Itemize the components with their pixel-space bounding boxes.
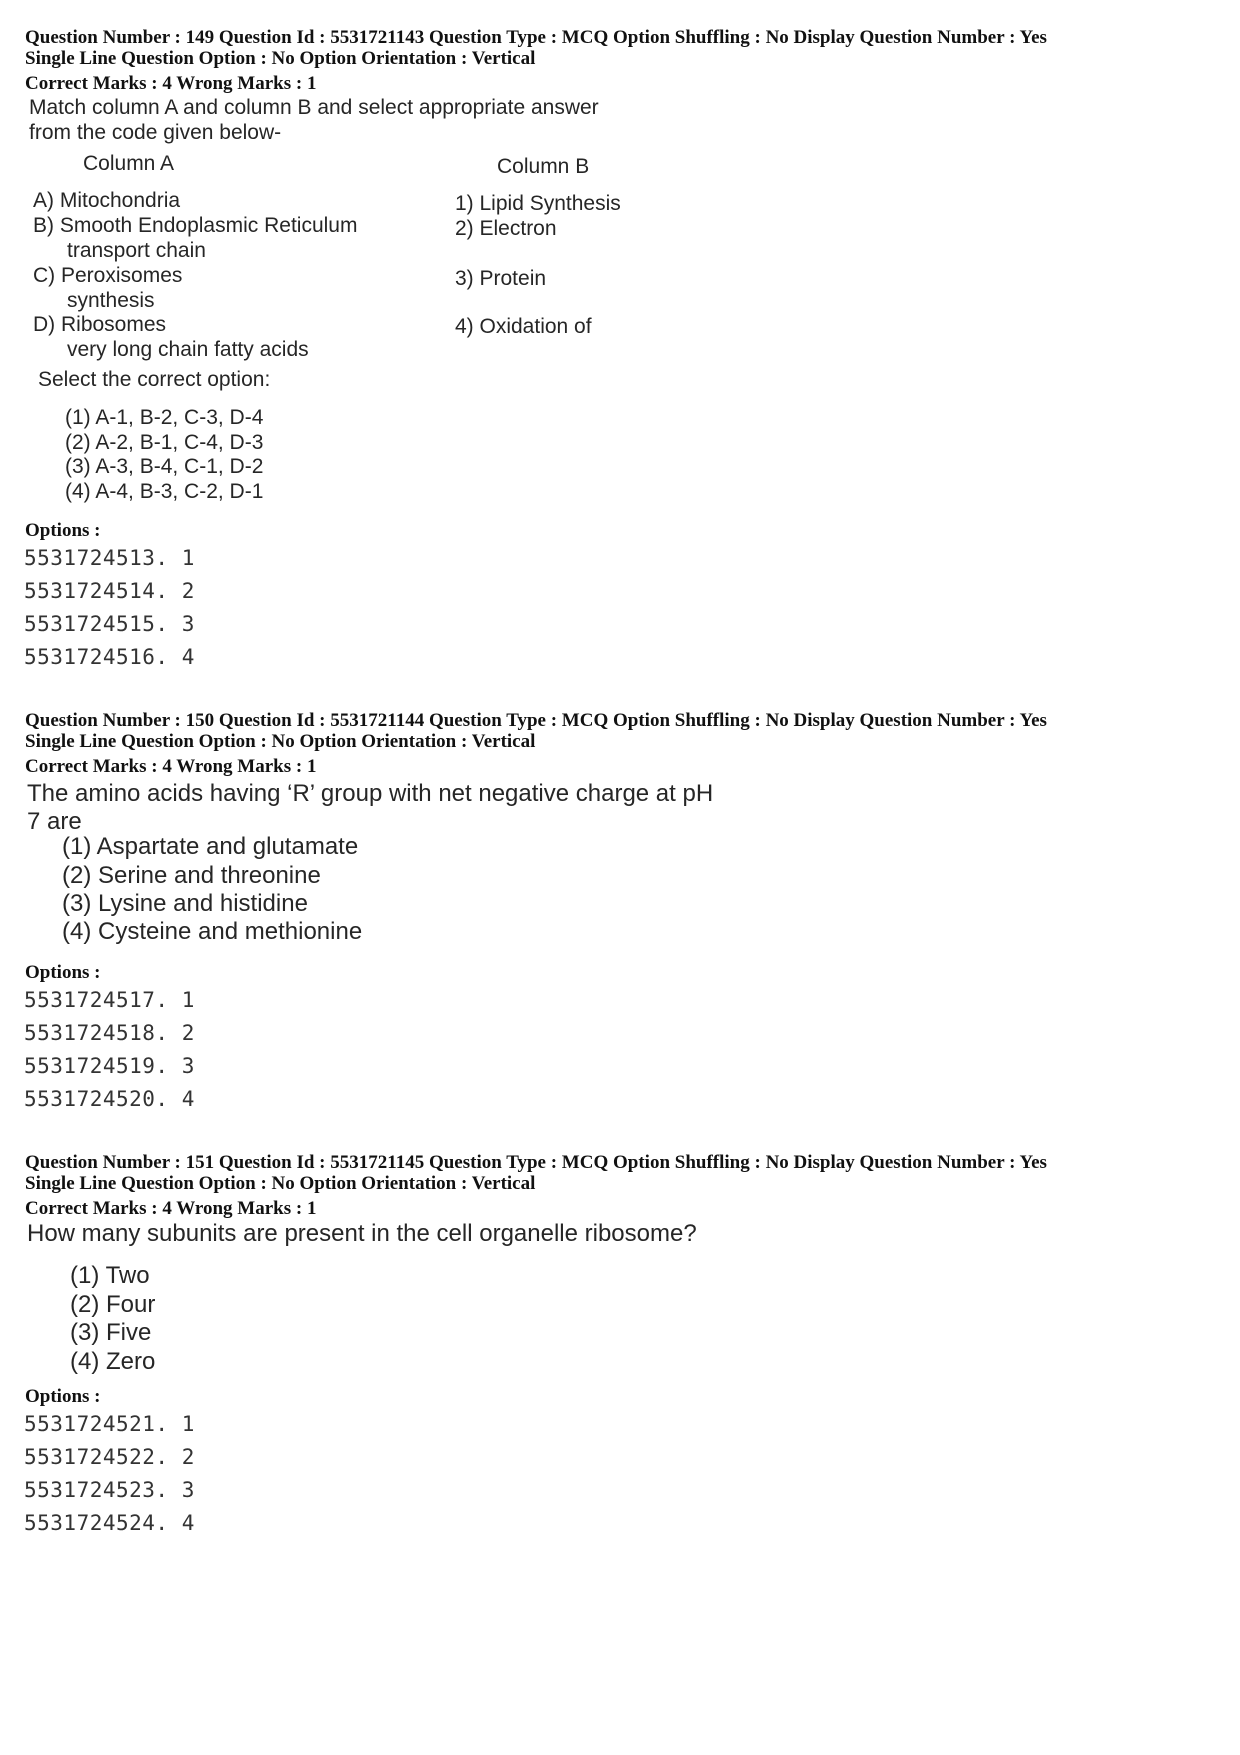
- answer-choice: (2) A-2, B-1, C-4, D-3: [65, 431, 264, 454]
- question-intro-line1: Match column A and column B and select appropriate answer: [29, 96, 599, 119]
- option-line: 5531724521. 1: [24, 1412, 195, 1436]
- option-line: 5531724514. 2: [24, 579, 195, 603]
- option-line: 5531724518. 2: [24, 1021, 195, 1045]
- question-meta-line1: Question Number : 150 Question Id : 5531721144 Question Type : MCQ Option Shuffling : No Display Question Number : Yes: [25, 710, 1047, 731]
- options-label: Options :: [25, 962, 101, 983]
- column-b-item: 4) Oxidation of: [455, 315, 592, 338]
- select-prompt: Select the correct option:: [38, 368, 271, 391]
- column-b-header: Column B: [497, 155, 590, 178]
- answer-choice: (4) Zero: [70, 1348, 156, 1375]
- option-line: 5531724520. 4: [24, 1087, 195, 1111]
- question-meta-line2: Single Line Question Option : No Option Orientation : Vertical: [25, 1173, 536, 1194]
- column-a-item: D) Ribosomes: [33, 313, 167, 336]
- column-b-item: 2) Electron: [455, 217, 557, 240]
- column-b-item: 3) Protein: [455, 267, 547, 290]
- option-line: 5531724522. 2: [24, 1445, 195, 1469]
- question-marks: Correct Marks : 4 Wrong Marks : 1: [25, 1198, 317, 1219]
- option-line: 5531724519. 3: [24, 1054, 195, 1078]
- answer-choice: (4) A-4, B-3, C-2, D-1: [65, 480, 264, 503]
- column-a-item: A) Mitochondria: [33, 189, 181, 212]
- answer-choice: (3) Five: [70, 1319, 152, 1346]
- answer-choice: (1) A-1, B-2, C-3, D-4: [65, 406, 264, 429]
- answer-choice: (2) Four: [70, 1291, 156, 1318]
- question-meta-line2: Single Line Question Option : No Option Orientation : Vertical: [25, 731, 536, 752]
- answer-choice: (3) A-3, B-4, C-1, D-2: [65, 455, 264, 478]
- question-meta-line2: Single Line Question Option : No Option Orientation : Vertical: [25, 48, 536, 69]
- column-a-item: very long chain fatty acids: [67, 338, 309, 361]
- question-intro-line2: from the code given below-: [29, 121, 282, 144]
- option-line: 5531724523. 3: [24, 1478, 195, 1502]
- question-stem-line2: 7 are: [27, 808, 82, 835]
- question-marks: Correct Marks : 4 Wrong Marks : 1: [25, 756, 317, 777]
- question-stem: How many subunits are present in the cell organelle ribosome?: [27, 1220, 697, 1247]
- column-a-header: Column A: [83, 152, 175, 175]
- column-b-item: 1) Lipid Synthesis: [455, 192, 621, 215]
- answer-choice: (1) Two: [70, 1262, 150, 1289]
- option-line: 5531724524. 4: [24, 1511, 195, 1535]
- column-a-item: synthesis: [67, 289, 155, 312]
- options-label: Options :: [25, 1386, 101, 1407]
- column-a-item: C) Peroxisomes: [33, 264, 183, 287]
- options-label: Options :: [25, 520, 101, 541]
- question-meta-line1: Question Number : 149 Question Id : 5531721143 Question Type : MCQ Option Shuffling : No Display Question Number : Yes: [25, 27, 1047, 48]
- answer-choice: (1) Aspartate and glutamate: [62, 833, 359, 860]
- option-line: 5531724513. 1: [24, 546, 195, 570]
- column-a-item: B) Smooth Endoplasmic Reticulum: [33, 214, 358, 237]
- question-stem-line1: The amino acids having ‘R’ group with net negative charge at pH: [27, 780, 714, 807]
- question-meta-line1: Question Number : 151 Question Id : 5531721145 Question Type : MCQ Option Shuffling : No Display Question Number : Yes: [25, 1152, 1047, 1173]
- answer-choice: (2) Serine and threonine: [62, 862, 321, 889]
- answer-choice: (4) Cysteine and methionine: [62, 918, 363, 945]
- option-line: 5531724516. 4: [24, 645, 195, 669]
- question-marks: Correct Marks : 4 Wrong Marks : 1: [25, 73, 317, 94]
- option-line: 5531724515. 3: [24, 612, 195, 636]
- option-line: 5531724517. 1: [24, 988, 195, 1012]
- column-a-item: transport chain: [67, 239, 206, 262]
- answer-choice: (3) Lysine and histidine: [62, 890, 308, 917]
